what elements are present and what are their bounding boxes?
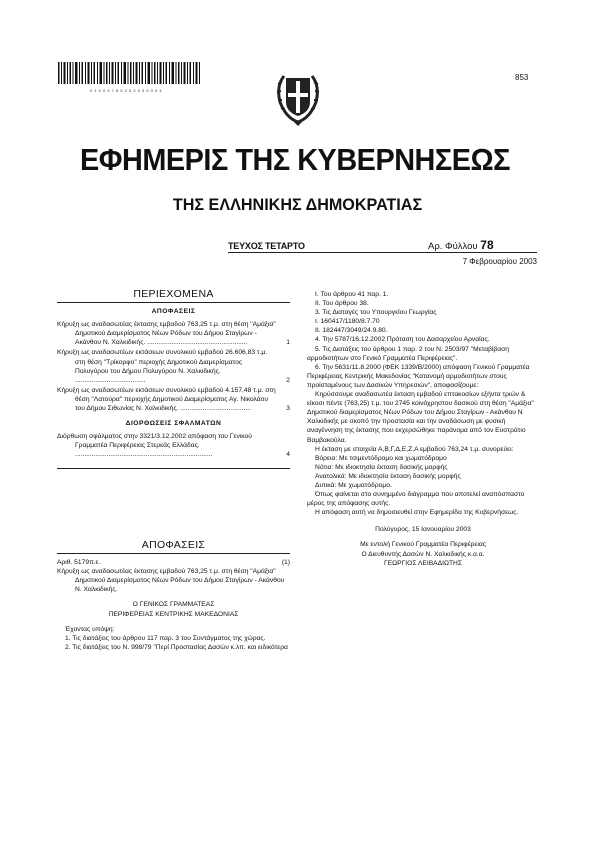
barcode — [58, 62, 200, 84]
authority-line-2: ΠΕΡΙΦΕΡΕΙΑΣ ΚΕΝΤΡΙΚΗΣ ΜΑΚΕΔΟΝΙΑΣ — [108, 610, 239, 618]
boundaries-intro: Η έκταση με στοιχεία Α,Β,Γ,Δ,Ε,Ζ,Α εμβαδού 763,24 τ.μ. συνορεύει: — [315, 445, 514, 453]
contents-entry-page: 1 — [286, 339, 290, 347]
decision-ref-row — [57, 558, 290, 567]
legal-item: 5. Τις Διατάξεις του άρθρου 1 παρ. 2 του Ν. 2503/97 "Μεταβίβαση αρμοδιοτήτων στο Γενικό Γραμματέα Περιφέρειας". — [307, 345, 509, 362]
barcode-number: 0 1 0 0 0 7 8 0 2 0 2 0 3 0 0 0 4 — [90, 88, 163, 93]
header-rule — [228, 252, 537, 253]
decision-summary: Κήρυξη ως αναδασωτέας έκτασης εμβαδού 763,25 τ.μ. στη θέση "Αμάξια" Δημοτικού Διαμερίσματος Νέων Ρόδων του Δήμου Σταγίρων - Ακάνθου Ν. Χαλκιδικής. — [57, 568, 285, 594]
legal-item: II. 182447/3049/24.9.80. — [315, 327, 388, 335]
contents-entry[interactable] — [57, 432, 290, 459]
publication-order: Η απόφαση αυτή να δημοσιευθεί στην Εφημερίδα της Κυβερνήσεως. — [315, 509, 519, 517]
legal-item: I. 160417/1180/8.7.70 — [315, 318, 380, 326]
signer-name: ΓΕΩΡΓΙΟΣ ΛΕΙΒΑΔΙΩΤΗΣ — [383, 559, 463, 567]
sheet-number: 78 — [480, 238, 494, 252]
decision-continuation — [307, 290, 539, 568]
diagram-note: Όπως φαίνεται στο συνημμένο διάγραμμα που αποτελεί αναπόσπαστο μέρος της απόφασης αυτής. — [307, 491, 525, 508]
legal-item: 6. Την 5631/11.8.2000 (ΦΕΚ 1339/Β/2000) απόφαση Γενικού Γραμματέα Περιφέρειας Κεντρικής Μακεδονίας "Κατανομή αρμοδιοτήτων στους προϊσταμένους των Δασικών Υπηρεσιών", αποφασίζουμε: — [307, 363, 530, 389]
coat-of-arms-emblem — [272, 64, 324, 126]
corrections-heading: ΔΙΟΡΘΩΣΕΙΣ ΣΦΑΛΜΑΤΩΝ — [125, 420, 222, 428]
contents-entry-text: Διόρθωση σφάλματος στην 3321/3.12.2002 απόφαση του Γενικού Γραμματέα Περιφέρειας Στερεάς Ελλάδας. .......................................................................... — [57, 433, 252, 459]
boundary-east: Ανατολικά: Με ιδιοκτησία έκταση δασικής μορφής — [315, 472, 461, 480]
legal-item: 1. Τις διατάξεις του άρθρου 117 παρ. 3 του Συντάγματος της χώρας. — [65, 634, 266, 642]
issue-date: 7 Φεβρουαρίου 2003 — [462, 257, 537, 266]
boundary-west: Δυτικά: Με χωματόδρομο. — [315, 481, 392, 489]
contents-section — [57, 290, 290, 469]
contents-entry[interactable] — [57, 386, 290, 413]
decision-ref: Αριθ. 5179π.ε. — [57, 559, 101, 567]
page-number: 853 — [515, 73, 529, 82]
legal-item: I. Του άρθρου 41 παρ. 1. — [315, 291, 389, 298]
gazette-title: ΕΦΗΜΕΡΙΣ ΤΗΣ ΚΥΒΕΡΝΗΣΕΩΣ — [79, 142, 511, 177]
boundary-north: Βόρεια: Με τσιμεντόδρομο και χωματόδρομο — [315, 454, 447, 462]
contents-entry[interactable] — [57, 348, 290, 384]
decision-body: Κηρύσσουμε αναδασωτέα έκταση εμβαδού επτακοσίων εξήντα τριών & είκοσι πέντε (763,25) τ.μ. του 2745 κοινόχρηστου δασικού στη θέση "Αμάξια" Δημοτικού διαμερίσματος Νέων Ρόδων του Δήμου Σταγίρων - Ακάνθου Ν Χαλκιδικής με σκοπό την προστασία και την αναδάσωση με φυσική αναγέννηση της έκτασης που εκχερσώθηκε παράνομα από τον Ευστράτιο Βαμβακούλα. — [307, 391, 534, 444]
boundary-south: Νότια: Με ιδιοκτησία έκταση δασικής μορφής — [315, 463, 448, 471]
signer-line-2: Ο Διευθυντής Δασών Ν. Χαλκιδικής κ.α.α. — [361, 550, 485, 558]
contents-entry-page: 4 — [286, 451, 290, 459]
contents-entry-text: Κήρυξη ως αναδασωτέων εκτάσεων συνολικού εμβαδού 4.157,48 τ.μ. στη θέση "Λατούρα" περιοχής Δημοτικού Διαμερίσματος Αγ. Νικολάου του Δήμου Σιθωνίας Ν. Χαλκιδικής. ...................................... — [57, 386, 276, 413]
contents-entry-text: Κήρυξη ως αναδασωτέας έκτασης εμβαδού 763,25 τ.μ. στη θέση "Αμάξια" Δημοτικού Διαμερίσματος Νέων Ρόδων του Δήμου Σταγίρων - Ακάνθου Ν. Χαλκιδικής. ...................................................... — [57, 321, 276, 347]
legal-item: 3. Τις Διαταγές του Υπουργείου Γεωργίας — [315, 309, 437, 317]
legal-item: II. Του άρθρου 38. — [315, 300, 369, 308]
contents-decisions-heading: ΑΠΟΦΑΣΕΙΣ — [151, 308, 196, 316]
sheet-label: Αρ. Φύλλου — [428, 241, 478, 252]
authority-line-1: Ο ΓΕΝΙΚΟΣ ΓΡΑΜΜΑΤΕΑΣ — [132, 601, 215, 609]
place-date: Πολύγυρος, 15 Ιανουαρίου 2003 — [375, 526, 471, 534]
legal-item: 2. Τις διατάξεις του Ν. 998/79 "Περί Προστασίας Δασών κ.λπ. και ειδικότερα — [65, 643, 288, 651]
section-divider — [57, 468, 290, 469]
gazette-subtitle: ΤΗΣ ΕΛΛΗΝΙΚΗΣ ΔΗΜΟΚΡΑΤΙΑΣ — [172, 195, 423, 214]
contents-entry-text: Κήρυξη ως αναδασωτέων εκτάσεων συνολικού εμβαδού 26.606,83 τ.μ. στη θέση "Τρίκορφο" περιοχής Δημοτικού Διαμερίσματος Πολυγύρου του Δήμου Πολυγύρου Ν. Χαλκιδικής. ...................................... — [57, 349, 268, 384]
signer-line-1: Με εντολή Γενικού Γραμματέα Περιφέρειας — [360, 541, 486, 549]
decisions-heading: ΑΠΟΦΑΣΕΙΣ — [57, 541, 290, 554]
issue-label: ΤΕΥΧΟΣ ΤΕΤΑΡΤΟ — [228, 241, 305, 251]
decisions-section — [57, 541, 290, 652]
contents-heading: ΠΕΡΙΕΧΟΜΕΝΑ — [57, 290, 290, 303]
legal-item: 4. Την 5787/16.12.2002 Πρόταση του Δασαρχείου Αρναίας. — [315, 336, 490, 344]
contents-entry-page: 2 — [286, 376, 290, 384]
contents-entry-page: 3 — [286, 405, 290, 413]
contents-entry[interactable] — [57, 320, 290, 347]
considering-label: Έχοντας υπόψη: — [65, 625, 115, 633]
sheet-number-label — [428, 238, 494, 252]
decision-ref-mark: (1) — [281, 559, 290, 567]
